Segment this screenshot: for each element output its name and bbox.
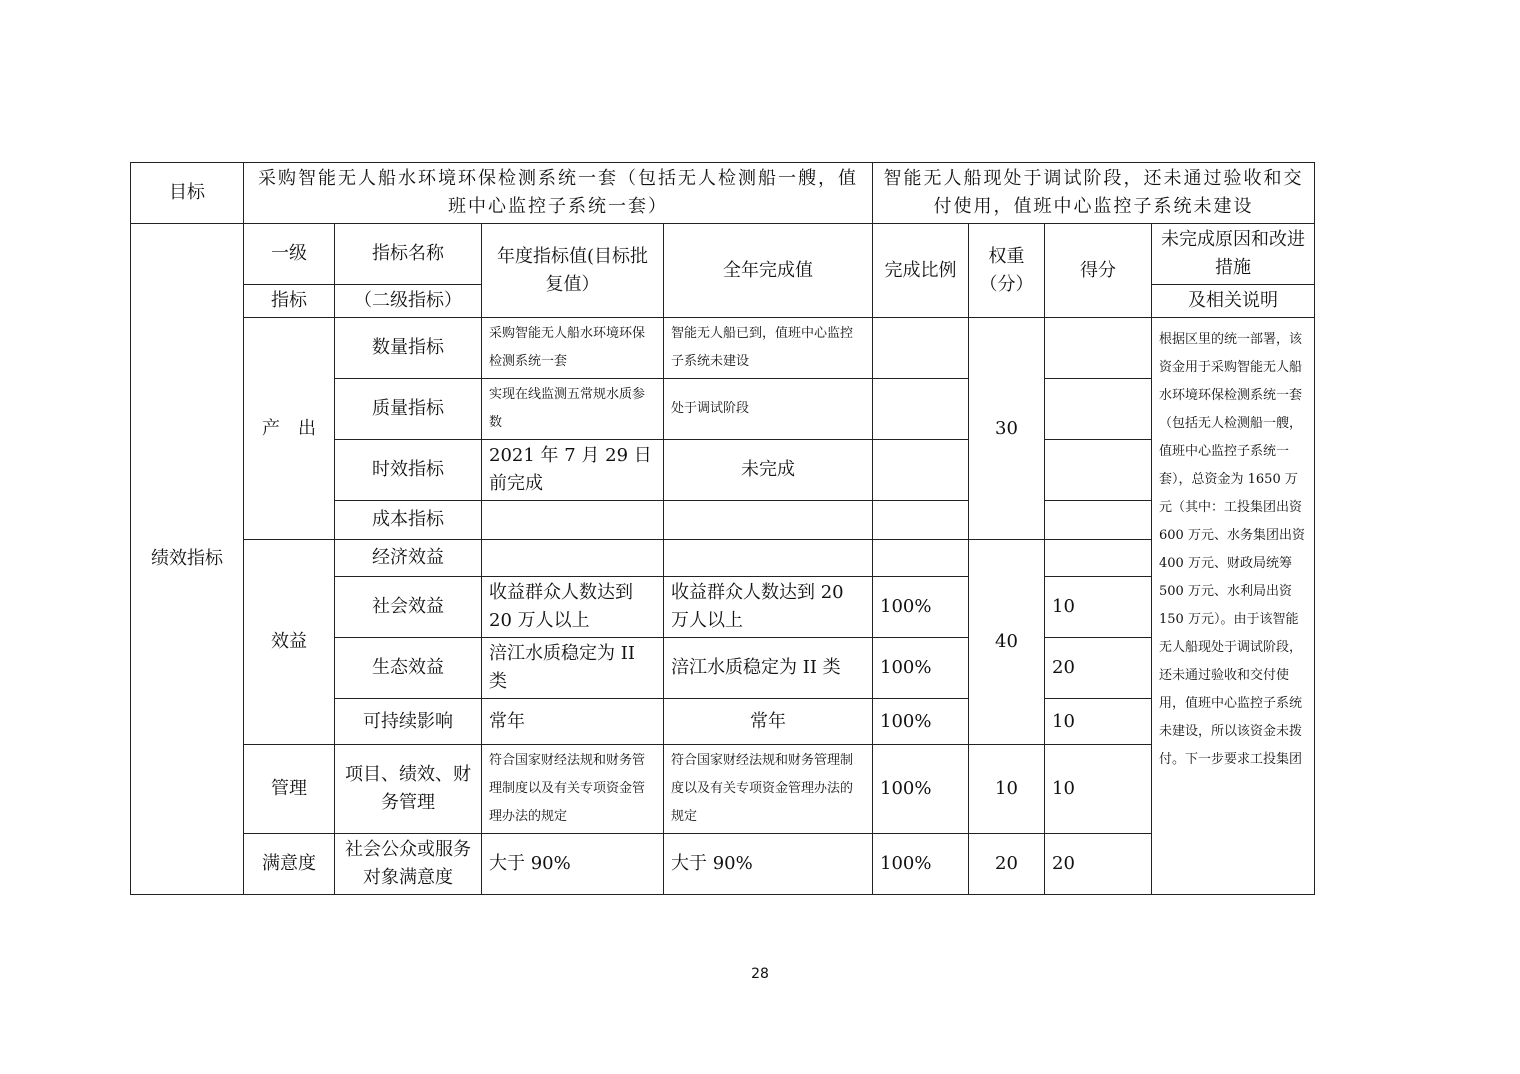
- group-satisfaction-label: 满意度: [244, 834, 335, 895]
- row-timeliness-target: 2021 年 7 月 29 日前完成: [482, 440, 664, 501]
- row-social-name: 社会效益: [335, 577, 482, 638]
- row-cost-name: 成本指标: [335, 501, 482, 540]
- header-ratio: 完成比例: [873, 224, 969, 318]
- row-quality-name: 质量指标: [335, 379, 482, 440]
- group-management-label: 管理: [244, 745, 335, 834]
- perf-label: 绩效指标: [131, 224, 244, 895]
- header-weight: 权重（分）: [969, 224, 1045, 318]
- row-social-target: 收益群众人数达到 20 万人以上: [482, 577, 664, 638]
- row-quality-target: 实现在线监测五常规水质参数: [482, 379, 664, 440]
- row-quality-actual: 处于调试阶段: [664, 379, 873, 440]
- header-reason-bottom: 及相关说明: [1152, 285, 1315, 318]
- row-management-score: 10: [1045, 745, 1152, 834]
- row-satisfaction-target: 大于 90%: [482, 834, 664, 895]
- row-cost-ratio: [873, 501, 969, 540]
- row-sustainable-score: 10: [1045, 699, 1152, 745]
- header-level1-bottom: 指标: [244, 285, 335, 318]
- performance-table: [130, 162, 1315, 895]
- row-social-score: 10: [1045, 577, 1152, 638]
- row-social-ratio: 100%: [873, 577, 969, 638]
- row-quantity-actual: 智能无人船已到，值班中心监控子系统未建设: [664, 318, 873, 379]
- header-name-bottom: （二级指标）: [335, 285, 482, 318]
- row-management-target: 符合国家财经法规和财务管理制度以及有关专项资金管理办法的规定: [482, 745, 664, 834]
- row-timeliness-score: [1045, 440, 1152, 501]
- row-quantity-name: 数量指标: [335, 318, 482, 379]
- row-cost-score: [1045, 501, 1152, 540]
- row-timeliness-actual: 未完成: [664, 440, 873, 501]
- row-management-actual: 符合国家财经法规和财务管理制度以及有关专项资金管理办法的规定: [664, 745, 873, 834]
- row-economic-ratio: [873, 540, 969, 577]
- row-management-name: 项目、绩效、财务管理: [335, 745, 482, 834]
- row-quantity-score: [1045, 318, 1152, 379]
- header-name-top: 指标名称: [335, 224, 482, 285]
- row-timeliness-name: 时效指标: [335, 440, 482, 501]
- group-management-weight: 10: [969, 745, 1045, 834]
- target-label: 目标: [131, 163, 244, 224]
- target-actual: 智能无人船现处于调试阶段，还未通过验收和交付使用，值班中心监控子系统未建设: [873, 163, 1315, 224]
- row-ecological-target: 涪江水质稳定为 II 类: [482, 638, 664, 699]
- group-output-weight: 30: [969, 318, 1045, 540]
- group-output-label: 产 出: [244, 318, 335, 540]
- header-actual-value: 全年完成值: [664, 224, 873, 318]
- row-quantity-ratio: [873, 318, 969, 379]
- row-social-actual: 收益群众人数达到 20 万人以上: [664, 577, 873, 638]
- row-satisfaction-ratio: 100%: [873, 834, 969, 895]
- header-score: 得分: [1045, 224, 1152, 318]
- row-economic-actual: [664, 540, 873, 577]
- row-cost-actual: [664, 501, 873, 540]
- row-timeliness-ratio: [873, 440, 969, 501]
- row-economic-score: [1045, 540, 1152, 577]
- header-level1-top: 一级: [244, 224, 335, 285]
- page-number: 28: [751, 966, 769, 982]
- row-satisfaction-score: 20: [1045, 834, 1152, 895]
- header-reason-top: 未完成原因和改进措施: [1152, 224, 1315, 285]
- row-economic-name: 经济效益: [335, 540, 482, 577]
- group-satisfaction-weight: 20: [969, 834, 1045, 895]
- row-ecological-ratio: 100%: [873, 638, 969, 699]
- row-quality-ratio: [873, 379, 969, 440]
- row-satisfaction-name: 社会公众或服务对象满意度: [335, 834, 482, 895]
- row-management-ratio: 100%: [873, 745, 969, 834]
- header-annual-target: 年度指标值(目标批复值）: [482, 224, 664, 318]
- row-sustainable-actual: 常年: [664, 699, 873, 745]
- row-sustainable-name: 可持续影响: [335, 699, 482, 745]
- row-quantity-target: 采购智能无人船水环境环保检测系统一套: [482, 318, 664, 379]
- row-ecological-name: 生态效益: [335, 638, 482, 699]
- row-cost-target: [482, 501, 664, 540]
- row-quality-score: [1045, 379, 1152, 440]
- row-sustainable-ratio: 100%: [873, 699, 969, 745]
- reason-text: 根据区里的统一部署，该资金用于采购智能无人船水环境环保检测系统一套（包括无人检测船一艘，值班中心监控子系统一套），总资金为 1650 万元（其中：工投集团出资 600 万元、水务集团出资 400 万元、财政局统筹 500 万元、水利局出资 150 万元）。由于该智能无人船现处于调试阶段，还未通过验收和交付使用，值班中心监控子系统未建设，所以该资金未拨付。下一步要求工投集团: [1152, 318, 1315, 895]
- row-economic-target: [482, 540, 664, 577]
- group-benefit-label: 效益: [244, 540, 335, 745]
- group-benefit-weight: 40: [969, 540, 1045, 745]
- row-sustainable-target: 常年: [482, 699, 664, 745]
- row-ecological-score: 20: [1045, 638, 1152, 699]
- row-ecological-actual: 涪江水质稳定为 II 类: [664, 638, 873, 699]
- target-planned: 采购智能无人船水环境环保检测系统一套（包括无人检测船一艘，值班中心监控子系统一套）: [244, 163, 873, 224]
- row-satisfaction-actual: 大于 90%: [664, 834, 873, 895]
